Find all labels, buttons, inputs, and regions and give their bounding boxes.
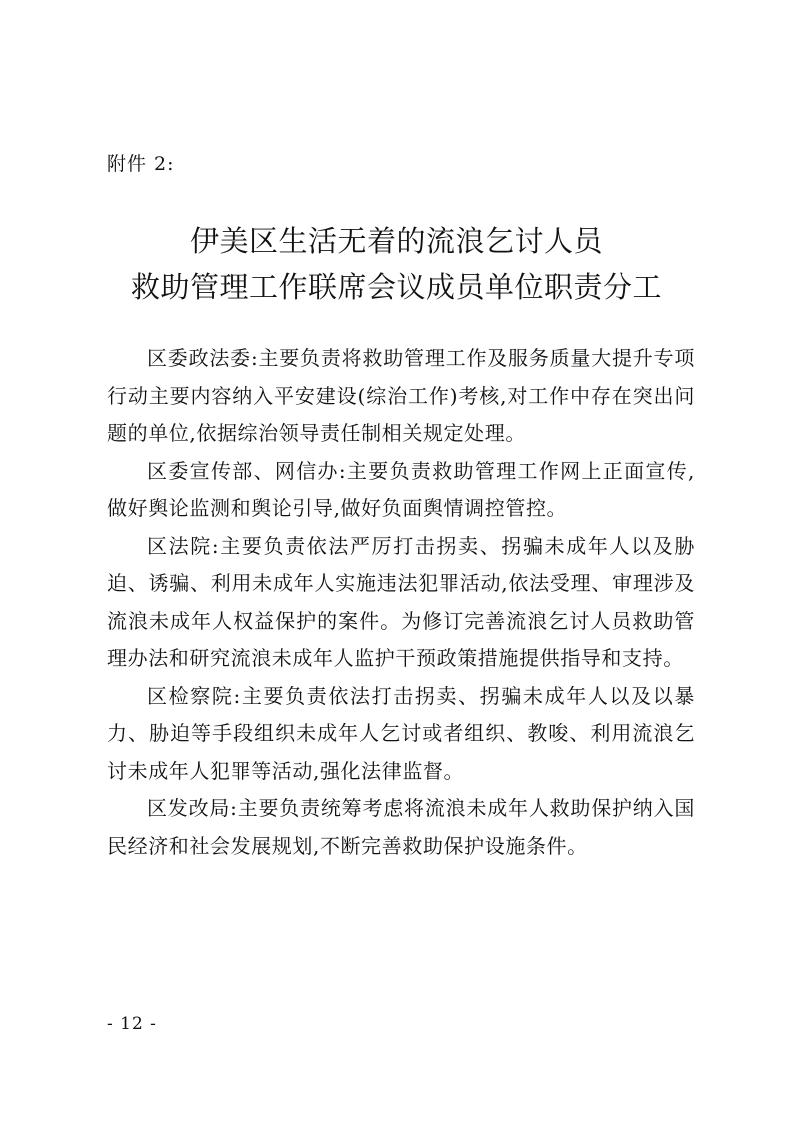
paragraph-district-court: 区法院:主要负责依法严厉打击拐卖、拐骗未成年人以及胁迫、诱骗、利用未成年人实施违法犯罪活动,依法受理、审理涉及流浪未成年人权益保护的案件。为修订完善流浪乞讨人员救助管理办法和研究流浪未成年人监护干预政策措施提供指导和支持。: [107, 533, 695, 670]
document-title: [0, 218, 793, 310]
page-number: - 12 -: [107, 1014, 157, 1034]
title-line-2: 救助管理工作联席会议成员单位职责分工: [130, 270, 662, 304]
paragraph-development-reform-bureau: 区发改局:主要负责统筹考虑将流浪未成年人救助保护纳入国民经济和社会发展规划,不断完善救助保护设施条件。: [107, 796, 695, 858]
paragraph-political-legal-committee: 区委政法委:主要负责将救助管理工作及服务质量大提升专项行动主要内容纳入平安建设(综治工作)考核,对工作中存在突出问题的单位,依据综治领导责任制相关规定处理。: [107, 346, 695, 445]
document-body: [107, 340, 695, 865]
paragraph-procuratorate: 区检察院:主要负责依法打击拐卖、拐骗未成年人以及以暴力、胁迫等手段组织未成年人乞讨或者组织、教唆、利用流浪乞讨未成年人犯罪等活动,强化法律监督。: [107, 683, 695, 783]
title-line-1: 伊美区生活无着的流浪乞讨人员: [189, 224, 603, 258]
paragraph-publicity-department: 区委宣传部、网信办:主要负责救助管理工作网上正面宣传,做好舆论监测和舆论引导,做好负面舆情调控管控。: [107, 458, 695, 520]
attachment-label: 附件 2:: [107, 153, 175, 175]
